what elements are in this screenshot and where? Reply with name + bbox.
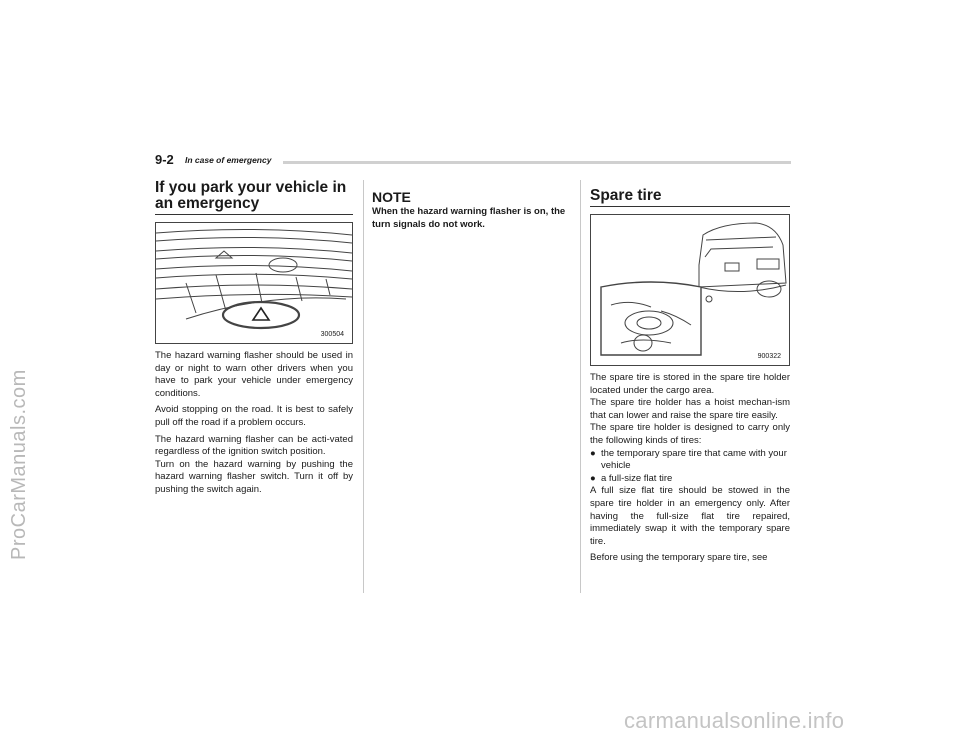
heading-spare-tire: Spare tire [590, 187, 662, 204]
header-rule [283, 161, 791, 164]
list-item-text: a full-size flat tire [601, 472, 673, 484]
note-text: When the hazard warning flasher is on, the turn signals do not work. [372, 206, 566, 230]
bullet-dot: ● [590, 447, 596, 459]
column-note [372, 180, 574, 231]
paragraph: The spare tire holder is designed to carry only the following kinds of tires: [590, 422, 790, 446]
hazard-switch-illustration [156, 223, 352, 343]
heading-park-emergency: If you park your vehicle in an emergency [155, 179, 347, 212]
figure-hazard-switch [155, 222, 353, 344]
column-divider [363, 180, 364, 593]
heading-rule [590, 206, 790, 207]
paragraph: The hazard warning flasher should be used in day or night to warn other drivers when you have to park your vehicle under emergency conditions. [155, 350, 353, 399]
section-title: In case of emergency [185, 155, 272, 165]
column-hazard [155, 180, 353, 501]
paragraph: The spare tire is stored in the spare tire holder located under the cargo area. [590, 372, 790, 396]
paragraph: Avoid stopping on the road. It is best to safely pull off the road if a problem occurs. [155, 404, 353, 428]
list-item-text: the temporary spare tire that came with your vehicle [601, 447, 787, 472]
paragraph: The spare tire holder has a hoist mechan-ism that can lower and raise the spare tire easily. [590, 397, 790, 421]
heading-rule [155, 214, 353, 215]
paragraph: The hazard warning flasher can be acti-vated regardless of the ignition switch position. [155, 433, 353, 458]
figure-code: 900322 [757, 353, 781, 360]
paragraph: Before using the temporary spare tire, see [590, 552, 768, 564]
side-watermark: ProCarManuals.com [8, 369, 30, 560]
column-divider [580, 180, 581, 593]
list-item [590, 473, 790, 486]
page-header [155, 152, 791, 166]
column-spare-tire [590, 180, 790, 569]
paragraph: Turn on the hazard warning by pushing the hazard warning flasher switch. Turn it off by pushing the switch again. [155, 458, 353, 495]
spare-tire-illustration [591, 215, 789, 365]
page-number: 9-2 [155, 152, 174, 167]
note-title: NOTE [372, 189, 411, 205]
list-item [590, 448, 790, 473]
paragraph: A full size flat tire should be stowed in the spare tire holder in an emergency only. After having the full-size flat tire repaired, immediately swap it with the temporary spare tire. [590, 485, 790, 547]
hazard-triangle-icon [253, 308, 269, 320]
figure-spare-tire [590, 214, 790, 366]
bottom-watermark: carmanualsonline.info [624, 708, 845, 733]
bullet-dot: ● [590, 472, 596, 484]
figure-code: 300504 [320, 331, 344, 338]
